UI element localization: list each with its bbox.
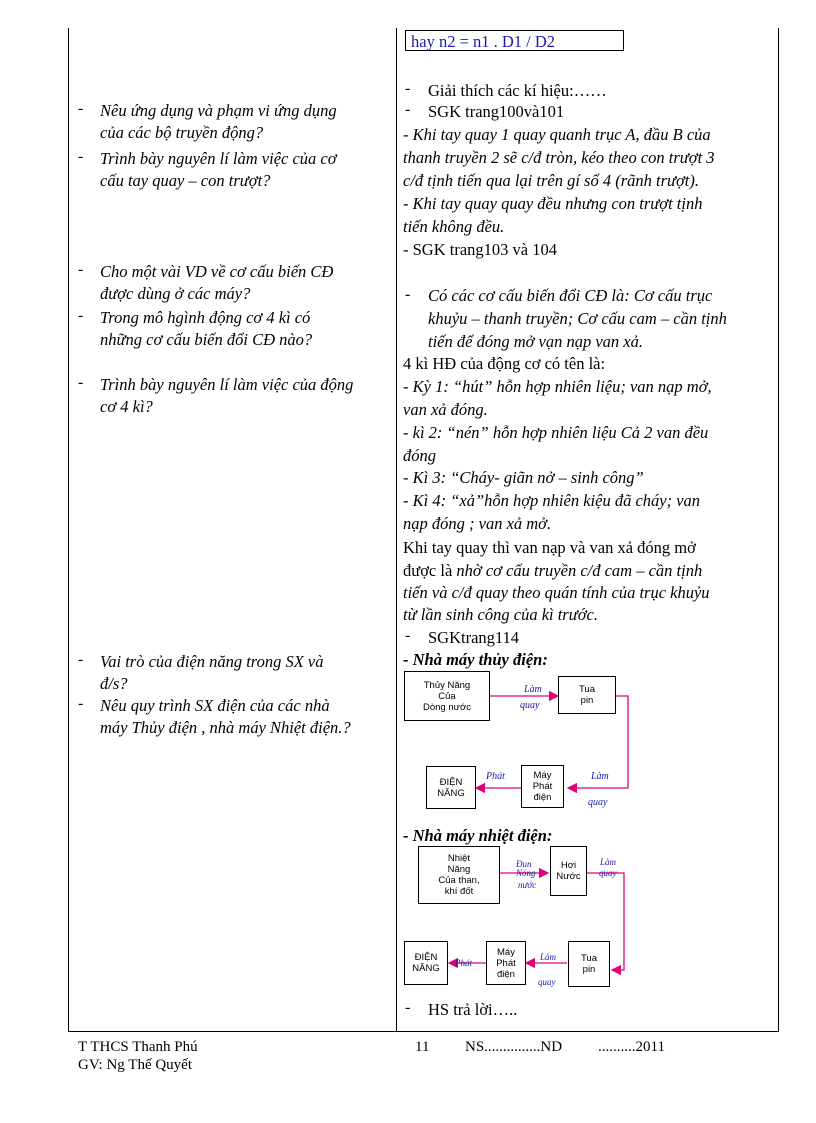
- student-answer: HS trả lời…..: [428, 1000, 518, 1019]
- symbol-explanation: Giải thích các kí hiệu:……: [428, 81, 607, 100]
- hydro-water-energy-box: Thủy Năng Của Dòng nước: [404, 671, 490, 721]
- stroke-line-3: - kì 2: “nén” hỗn hợp nhiên liệu Cả 2 van đều: [403, 423, 709, 442]
- mechanism-line-3: tiến để đóng mở vạn nạp van xả.: [428, 332, 644, 351]
- valve-line-4: từ lần sinh công của kì trước.: [403, 605, 598, 624]
- mechanism-line-2: khuỷu – thanh truyền; Cơ cấu cam – cần tịnh: [428, 309, 727, 328]
- hydro-power-box: ĐIỆN NĂNG: [426, 766, 476, 809]
- stroke-line-6: - Kì 4: “xả”hỗn hợp nhiên kiệu đã cháy; van: [403, 491, 701, 510]
- question-1-line-1: Nêu ứng dụng và phạm vi ứng dụng: [100, 101, 337, 120]
- crank-text-line-2: thanh truyền 2 sẽ c/đ tròn, kéo theo con trượt 3: [403, 148, 715, 167]
- footer-page-number: 11: [415, 1039, 430, 1055]
- footer-year: ..........2011: [598, 1039, 665, 1055]
- bullet: -: [78, 261, 84, 278]
- footer-teacher: GV: Ng Thế Quyết: [78, 1057, 193, 1073]
- stroke-line-4: đóng: [403, 446, 436, 465]
- bullet: -: [78, 148, 84, 165]
- label-quay: quay: [520, 700, 540, 711]
- crank-text-line-3: c/đ tịnh tiến qua lại trên gí sổ 4 (rãnh trượt).: [403, 171, 700, 190]
- valve-line-1: Khi tay quay thì van nạp và van xả đóng mở: [403, 538, 696, 557]
- crank-text-line-1: - Khi tay quay 1 quay quanh trục A, đầu B của: [403, 125, 711, 144]
- bullet: -: [78, 374, 84, 391]
- bullet: -: [78, 100, 84, 117]
- question-3-line-2: được dùng ở các máy?: [100, 284, 251, 303]
- bullet: -: [405, 101, 411, 118]
- question-2-line-1: Trình bày nguyên lí làm việc của cơ: [100, 149, 337, 168]
- stroke-line-7: nạp đóng ; van xả mở.: [403, 514, 552, 533]
- question-7-line-1: Nêu quy trình SX điện của các nhà: [100, 696, 330, 715]
- label-quay: quay: [538, 977, 556, 987]
- crank-text-line-5: tiến không đều.: [403, 217, 505, 236]
- formula-text: hay n2 = n1 . D1 / D2: [411, 32, 556, 51]
- mechanism-line-1: Có các cơ cấu biến đổi CĐ là: Cơ cấu trục: [428, 286, 713, 305]
- valve-line-2-italic: nhờ cơ cấu truyền c/đ cam – cần tịnh: [456, 561, 703, 580]
- hydro-turbine-box: Tua pin: [558, 676, 616, 714]
- question-3-line-1: Cho một vài VD về cơ cấu biến CĐ: [100, 262, 334, 281]
- thermal-turbine-box: Tua pin: [568, 941, 610, 987]
- bullet: -: [78, 307, 84, 324]
- bullet: -: [405, 999, 411, 1016]
- thermal-steam-box: Hơi Nước: [550, 846, 587, 896]
- label-quay: quay: [588, 797, 608, 808]
- label-lam: Làm: [540, 952, 557, 962]
- question-5-line-1: Trình bày nguyên lí làm việc của động: [100, 375, 354, 394]
- thermal-generator-box: Máy Phát điện: [486, 941, 526, 985]
- question-6-line-1: Vai trò của điện năng trong SX và: [100, 652, 324, 671]
- stroke-line-5: - Kì 3: “Cháy- giãn nở – sinh công”: [403, 468, 644, 487]
- bullet: -: [405, 80, 411, 97]
- footer-school: T THCS Thanh Phú: [78, 1039, 198, 1055]
- stroke-line-2: van xả đóng.: [403, 400, 488, 419]
- thermal-power-box: ĐIỆN NĂNG: [404, 941, 448, 985]
- bullet: -: [78, 695, 84, 712]
- label-nuoc: nước: [518, 880, 537, 890]
- label-lam: Làm: [591, 771, 609, 782]
- valve-line-2-normal: được là: [403, 561, 457, 580]
- question-5-line-2: cơ 4 kì?: [100, 397, 153, 416]
- question-7-line-2: máy Thủy điện , nhà máy Nhiệt điện.?: [100, 718, 351, 737]
- label-lam: Làm: [524, 684, 542, 695]
- question-4-line-2: những cơ cấu biến đổi CĐ nào?: [100, 330, 313, 349]
- stroke-line-1: - Kỳ 1: “hút” hỗn hợp nhiên liệu; van nạp mở,: [403, 377, 712, 396]
- label-dun: Đun: [516, 859, 532, 869]
- sgk-ref-3: SGKtrang114: [428, 628, 520, 647]
- thermal-heat-energy-box: Nhiệt Năng Của than, khí đốt: [418, 846, 500, 904]
- label-quay: quay: [599, 868, 617, 878]
- label-phat: Phát: [455, 958, 472, 968]
- label-lam: Làm: [600, 857, 617, 867]
- four-stroke-title: 4 kì HĐ của động cơ có tên là:: [403, 354, 606, 373]
- hydro-heading: - Nhà máy thủy điện:: [403, 650, 548, 669]
- label-phat: Phát: [486, 771, 505, 782]
- crank-text-line-4: - Khi tay quay quay đều nhưng con trượt tịnh: [403, 194, 703, 213]
- thermal-heading: - Nhà máy nhiệt điện:: [403, 826, 553, 845]
- valve-line-3: tiến và c/đ quay theo quán tính của trục khuỷu: [403, 583, 710, 602]
- bullet: -: [405, 286, 411, 303]
- sgk-ref-2: - SGK trang103 và 104: [403, 240, 557, 259]
- sgk-ref-1: SGK trang100và101: [428, 102, 565, 121]
- question-4-line-1: Trong mô hgình động cơ 4 kì có: [100, 308, 311, 327]
- bullet: -: [78, 651, 84, 668]
- question-6-line-2: đ/s?: [100, 674, 128, 693]
- question-1-line-2: của các bộ truyền động?: [100, 123, 264, 142]
- hydro-generator-box: Máy Phát điện: [521, 765, 564, 808]
- label-nong: Nóng: [516, 868, 536, 878]
- bullet: -: [405, 627, 411, 644]
- question-2-line-2: cấu tay quay – con trượt?: [100, 171, 271, 190]
- footer-ns-nd: NS...............ND: [465, 1039, 563, 1055]
